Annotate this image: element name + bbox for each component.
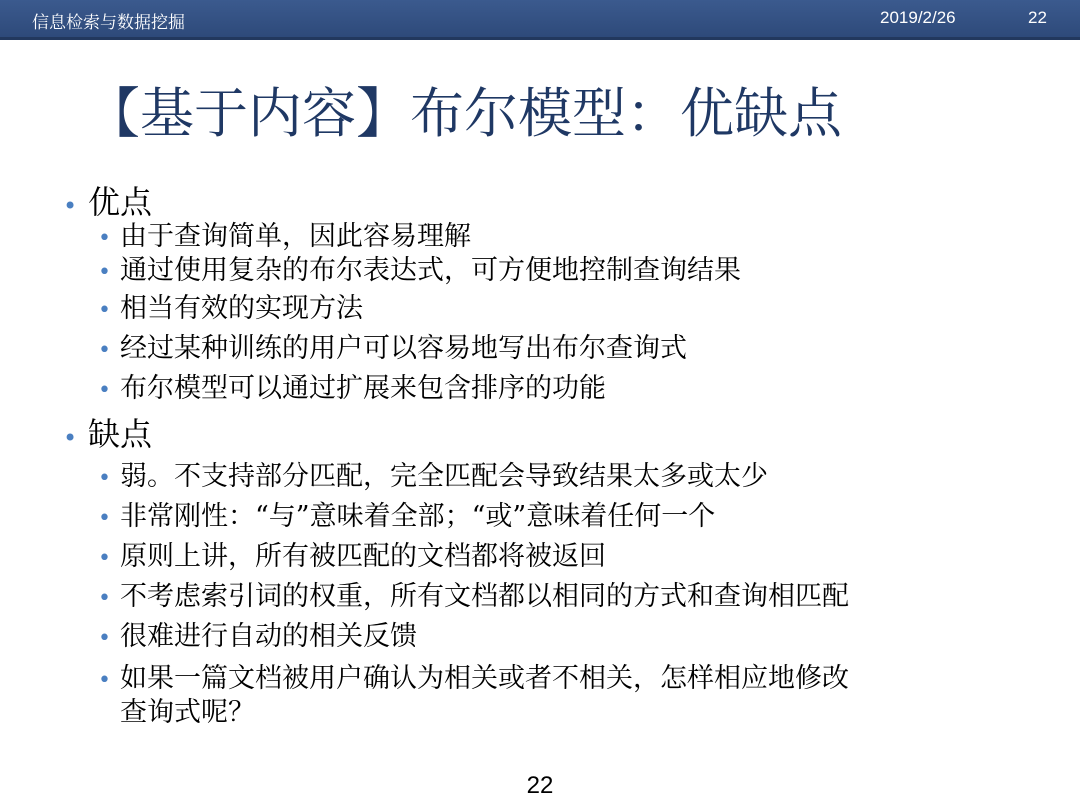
bullet-dot: • <box>98 546 111 571</box>
bullet-dot: • <box>98 586 111 611</box>
section-heading-advantages: 优点 <box>88 183 153 221</box>
bullet-dot: • <box>63 192 78 220</box>
bullet-dot: • <box>98 668 111 693</box>
list-item: 很难进行自动的相关反馈 <box>120 621 417 652</box>
section-heading-disadvantages: 缺点 <box>88 415 153 453</box>
bullet-dot: • <box>63 424 78 452</box>
bullet-dot: • <box>98 378 111 403</box>
list-item: 经过某种训练的用户可以容易地写出布尔查询式 <box>120 333 687 364</box>
bullet-dot: • <box>98 506 111 531</box>
header-page-number: 22 <box>1028 8 1047 27</box>
list-item: 由于查询简单，因此容易理解 <box>120 221 471 252</box>
footer-page-number: 22 <box>526 772 554 799</box>
slide-title: 【基于内容】布尔模型：优缺点 <box>86 82 842 145</box>
list-item: 非常刚性：“与”意味着全部；“或”意味着任何一个 <box>120 501 716 532</box>
bullet-dot: • <box>98 260 111 285</box>
bullet-dot: • <box>98 466 111 491</box>
slide-date: 2019/2/26 <box>880 8 956 27</box>
bullet-dot: • <box>98 338 111 363</box>
list-item: 原则上讲，所有被匹配的文档都将被返回 <box>120 541 606 572</box>
list-item: 布尔模型可以通过扩展来包含排序的功能 <box>120 373 606 404</box>
bullet-dot: • <box>98 298 111 323</box>
list-item: 相当有效的实现方法 <box>120 293 363 324</box>
list-item: 不考虑索引词的权重，所有文档都以相同的方式和查询相匹配 <box>120 581 849 612</box>
list-item: 如果一篇文档被用户确认为相关或者不相关，怎样相应地修改 <box>120 663 849 694</box>
course-title: 信息检索与数据挖掘 <box>32 13 185 33</box>
list-item: 弱。不支持部分匹配，完全匹配会导致结果太多或太少 <box>120 461 768 492</box>
bullet-dot: • <box>98 626 111 651</box>
list-item: 通过使用复杂的布尔表达式，可方便地控制查询结果 <box>120 255 741 286</box>
bullet-dot: • <box>98 226 111 251</box>
list-item-continuation: 查询式呢？ <box>120 697 255 728</box>
